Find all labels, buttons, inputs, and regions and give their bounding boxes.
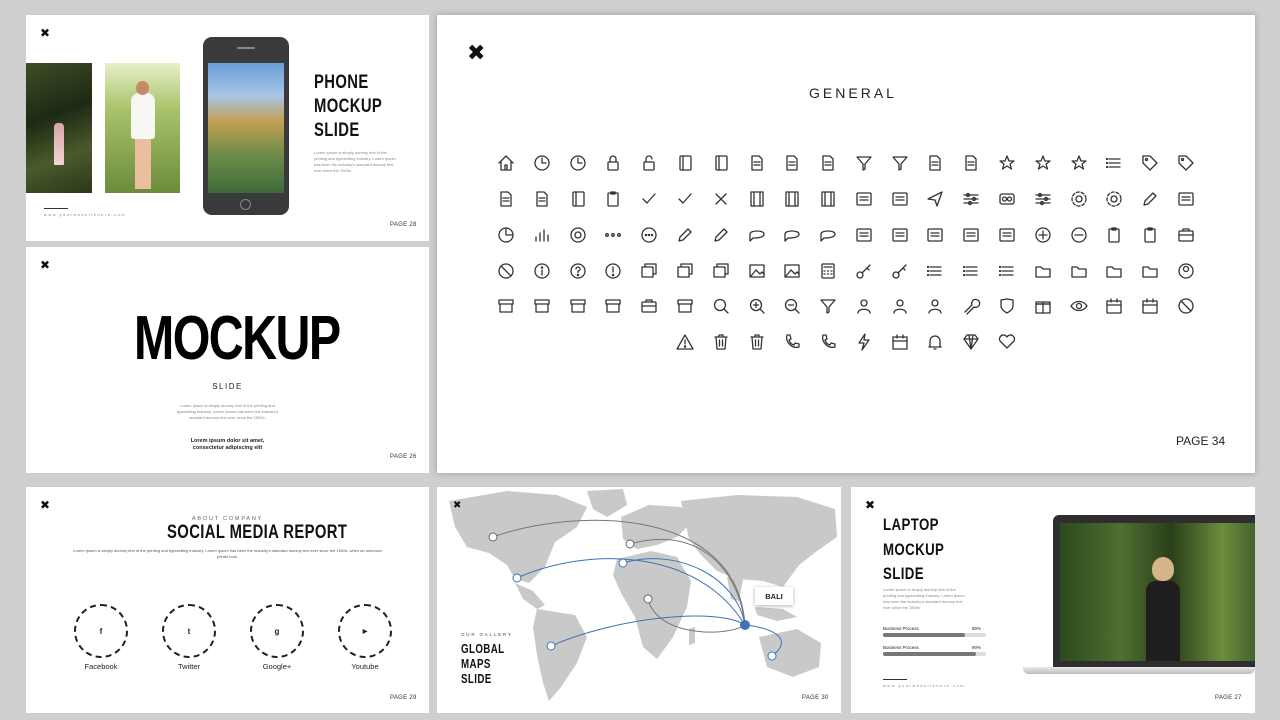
- laptop-screen-photo: [1060, 523, 1255, 661]
- phone-doc-icon[interactable]: [882, 187, 918, 211]
- music-notes-icon[interactable]: [918, 151, 954, 175]
- trash-icon[interactable]: [703, 330, 739, 354]
- mockup-body-text: Lorem Ipsum is simply dummy text of the printing and typesetting industry. Lorem Ipsum has been the industry's standard dummy text ever since the 1500s.: [176, 403, 279, 420]
- pie-chart-icon[interactable]: [488, 223, 524, 247]
- user-icon[interactable]: [846, 294, 882, 318]
- folders-icon[interactable]: [1061, 259, 1097, 283]
- youtube-label: Youtube: [351, 662, 379, 671]
- picture-icon[interactable]: [739, 259, 775, 283]
- clock-icon[interactable]: [524, 151, 560, 175]
- help-icon[interactable]: [560, 259, 596, 283]
- equalizer-icon[interactable]: [1025, 187, 1061, 211]
- pictures-icon[interactable]: [774, 259, 810, 283]
- page-number: PAGE 28: [390, 222, 417, 228]
- eye-icon[interactable]: [1061, 294, 1097, 318]
- news-columns-icon[interactable]: [882, 223, 918, 247]
- social-body-text: Lorem Ipsum is simply dummy text of the printing and typesetting industry. Lorem Ipsum has been the industry's standard dummy text ever since the 1500s, when an unknown printer took.: [73, 548, 382, 559]
- list-box-icon[interactable]: [1097, 151, 1133, 175]
- twitter-label: Twitter: [177, 662, 201, 671]
- google-plus-label: Google+: [262, 662, 292, 671]
- slide-mockup[interactable]: [26, 247, 429, 473]
- icon-row: [437, 223, 1255, 247]
- flash-icon[interactable]: [846, 330, 882, 354]
- list-icon[interactable]: [953, 259, 989, 283]
- lifebuoy-icon[interactable]: [560, 223, 596, 247]
- close-icon[interactable]: ✖: [40, 26, 51, 40]
- chat-dots-icon[interactable]: [774, 223, 810, 247]
- notepad-icon[interactable]: [560, 187, 596, 211]
- social-kicker: ABOUT COMPANY: [191, 516, 264, 522]
- slide-global-map[interactable]: [437, 487, 841, 713]
- calendar-icon[interactable]: [1132, 294, 1168, 318]
- slide-social-media[interactable]: [26, 487, 429, 713]
- mockup-bold-line-2: consectetur adipiscing elit: [192, 445, 263, 451]
- stack-icon[interactable]: [703, 259, 739, 283]
- group-icon[interactable]: [918, 294, 954, 318]
- progress-pct-1: 80%: [972, 626, 982, 631]
- close-icon[interactable]: [703, 187, 739, 211]
- icon-row: [437, 330, 1255, 354]
- slide-phone-mockup[interactable]: [26, 15, 429, 241]
- icon-row: [437, 151, 1255, 175]
- laptop-device: [1053, 515, 1255, 667]
- inbox-icon[interactable]: [1168, 187, 1204, 211]
- website-rule: [44, 208, 68, 209]
- icon-row: [437, 187, 1255, 211]
- box-in-icon[interactable]: [560, 294, 596, 318]
- bali-callout[interactable]: [755, 587, 793, 605]
- progress-label-2: Business Process: [883, 645, 919, 650]
- bin-box-icon[interactable]: [846, 187, 882, 211]
- phone-device: [203, 37, 289, 215]
- website-text: www.yourwebsitehere.com: [883, 683, 966, 688]
- more-circle-icon[interactable]: [631, 223, 667, 247]
- bank-icon[interactable]: [1168, 294, 1204, 318]
- laptop-title: LAPTOP MOCKUP SLIDE: [883, 515, 945, 583]
- gear-alt-icon[interactable]: [1097, 187, 1133, 211]
- clipboards-icon[interactable]: [1132, 223, 1168, 247]
- map-title: GLOBAL MAPS SLIDE: [461, 642, 505, 686]
- calculator-icon[interactable]: [810, 259, 846, 283]
- close-icon[interactable]: ✖: [40, 258, 51, 272]
- chats-icon[interactable]: [810, 223, 846, 247]
- social-title: SOCIAL MEDIA REPORT: [167, 522, 348, 543]
- progress-pct-2: 90%: [972, 645, 982, 650]
- date-icon[interactable]: [882, 330, 918, 354]
- bell-icon[interactable]: [918, 330, 954, 354]
- checkmark-icon[interactable]: [631, 187, 667, 211]
- more-dots-icon[interactable]: [595, 223, 631, 247]
- notebook-alt-icon[interactable]: [703, 151, 739, 175]
- facebook-label: Facebook: [84, 662, 118, 671]
- page-number: PAGE 30: [802, 695, 829, 701]
- page-number: PAGE 27: [1215, 695, 1242, 701]
- blank-page-icon[interactable]: [810, 151, 846, 175]
- google-plus-button[interactable]: [250, 604, 304, 658]
- laptop-base: [1023, 667, 1255, 674]
- archive-more-icon[interactable]: [524, 294, 560, 318]
- tags-icon[interactable]: [1168, 151, 1204, 175]
- bali-label: BALI: [765, 591, 783, 601]
- pencil-icon[interactable]: [703, 223, 739, 247]
- heart-icon[interactable]: [989, 330, 1025, 354]
- slide-laptop-mockup[interactable]: [851, 487, 1255, 713]
- woman-photo: [105, 63, 180, 193]
- search-icon[interactable]: [703, 294, 739, 318]
- calendar-31-icon[interactable]: [1097, 294, 1133, 318]
- filter-icon[interactable]: [882, 151, 918, 175]
- phone-icon[interactable]: [774, 330, 810, 354]
- briefcase-icon[interactable]: [631, 294, 667, 318]
- funnel-icon[interactable]: [810, 294, 846, 318]
- gear-icon[interactable]: [1061, 187, 1097, 211]
- send-icon[interactable]: [918, 187, 954, 211]
- progress-bar-2: [883, 652, 986, 656]
- stars-icon[interactable]: [1025, 151, 1061, 175]
- info-icon[interactable]: [524, 259, 560, 283]
- edit-icon[interactable]: [667, 223, 703, 247]
- alert-icon[interactable]: [595, 259, 631, 283]
- page-number: PAGE 34: [1176, 434, 1226, 448]
- icon-row: [437, 259, 1255, 283]
- keys-icon[interactable]: [882, 259, 918, 283]
- tag-icon[interactable]: [1132, 151, 1168, 175]
- news-box-icon[interactable]: [918, 223, 954, 247]
- chat-icon[interactable]: [739, 223, 775, 247]
- lock-icon[interactable]: [595, 151, 631, 175]
- toolbox-icon[interactable]: [1168, 223, 1204, 247]
- map-kicker: OUR GALLERY: [461, 632, 513, 637]
- phone-screen-photo: [208, 63, 284, 193]
- toggle-icon[interactable]: [989, 187, 1025, 211]
- twitter-button[interactable]: [162, 604, 216, 658]
- trash-alt-icon[interactable]: [739, 330, 775, 354]
- wrench-icon[interactable]: [953, 294, 989, 318]
- progress-bar-1: [883, 633, 986, 637]
- website-text: www.yourwebsitehere.com: [44, 212, 127, 217]
- document-icon[interactable]: [739, 151, 775, 175]
- box-out-icon[interactable]: [595, 294, 631, 318]
- key-icon[interactable]: [846, 259, 882, 283]
- icon-row: [437, 294, 1255, 318]
- progress-fill-2: [883, 652, 976, 656]
- clipboard-icon[interactable]: [595, 187, 631, 211]
- windows-icon[interactable]: [631, 259, 667, 283]
- menu-icon[interactable]: [918, 259, 954, 283]
- unlock-icon[interactable]: [631, 151, 667, 175]
- news-stack-icon[interactable]: [989, 223, 1025, 247]
- mockup-word: MOCKUP: [134, 304, 340, 373]
- facebook-button[interactable]: [74, 604, 128, 658]
- filter-add-icon[interactable]: [846, 151, 882, 175]
- zoom-in-icon[interactable]: [739, 294, 775, 318]
- ban-icon[interactable]: [488, 259, 524, 283]
- facebook-icon: f: [99, 626, 103, 636]
- phone-title: PHONE MOCKUP SLIDE: [314, 72, 383, 141]
- page-number: PAGE 29: [390, 695, 417, 701]
- film-icon[interactable]: [739, 187, 775, 211]
- social-title-wrap: [167, 522, 348, 544]
- image-edit-icon[interactable]: [1132, 187, 1168, 211]
- laptop-body-text: Lorem Ipsum is simply dummy text of the printing and typesetting industry. Lorem Ipsum has been the industry's standard dummy text ever since the 1500s.: [883, 587, 965, 610]
- star-circle-icon[interactable]: [1061, 151, 1097, 175]
- badge-icon[interactable]: [989, 294, 1025, 318]
- archive-icon[interactable]: [488, 294, 524, 318]
- note-icon[interactable]: [524, 187, 560, 211]
- youtube-button[interactable]: [338, 604, 392, 658]
- id-card-icon[interactable]: [953, 223, 989, 247]
- phone-body-text: Lorem Ipsum is simply dummy text of the printing and typesetting industry. Lorem Ipsum has been the industry's standard dummy text ever since the 1500s.: [314, 150, 396, 173]
- website-rule: [883, 679, 907, 680]
- star-icon[interactable]: [989, 151, 1025, 175]
- close-icon[interactable]: ✖: [865, 498, 876, 512]
- mockup-bold-line-1: Lorem ipsum dolor sit amet,: [190, 438, 265, 444]
- progress-label-1: Business Process: [883, 626, 919, 631]
- slide-general-icons[interactable]: [437, 15, 1255, 473]
- progress-fill-1: [883, 633, 965, 637]
- bar-chart-icon[interactable]: [524, 223, 560, 247]
- check-circle-icon[interactable]: [667, 187, 703, 211]
- phone-call-icon[interactable]: [810, 330, 846, 354]
- sliders-icon[interactable]: [953, 187, 989, 211]
- home-icon[interactable]: [488, 151, 524, 175]
- windows-alt-icon[interactable]: [667, 259, 703, 283]
- user-circle-icon[interactable]: [1168, 259, 1204, 283]
- minus-circle-icon[interactable]: [1061, 223, 1097, 247]
- google-plus-icon: g: [274, 626, 280, 636]
- clipboard-blank-icon[interactable]: [1097, 223, 1133, 247]
- music-note-icon[interactable]: [953, 151, 989, 175]
- cart-box-icon[interactable]: [667, 294, 703, 318]
- newspaper-icon[interactable]: [846, 223, 882, 247]
- documents-icon[interactable]: [774, 151, 810, 175]
- list-alt-icon[interactable]: [989, 259, 1025, 283]
- copy-icon[interactable]: [488, 187, 524, 211]
- diamond-icon[interactable]: [953, 330, 989, 354]
- plus-circle-icon[interactable]: [1025, 223, 1061, 247]
- clock-alt-icon[interactable]: [560, 151, 596, 175]
- page-number: PAGE 26: [390, 454, 417, 460]
- notebook-icon[interactable]: [667, 151, 703, 175]
- video-file-icon[interactable]: [810, 187, 846, 211]
- folder-icon[interactable]: [1025, 259, 1061, 283]
- users-icon[interactable]: [882, 294, 918, 318]
- twitter-icon: t: [187, 626, 191, 636]
- general-title: GENERAL: [809, 85, 897, 101]
- mockup-subtitle: SLIDE: [212, 382, 243, 391]
- film-stack-icon[interactable]: [774, 187, 810, 211]
- close-icon[interactable]: ✖: [467, 41, 486, 66]
- youtube-icon: ▶: [362, 628, 368, 635]
- close-icon[interactable]: ✖: [40, 498, 51, 512]
- folder-search-icon[interactable]: [1132, 259, 1168, 283]
- gift-icon[interactable]: [1025, 294, 1061, 318]
- forest-photo: [26, 63, 92, 193]
- close-icon[interactable]: ✖: [453, 500, 462, 511]
- warning-icon[interactable]: [667, 330, 703, 354]
- folder-more-icon[interactable]: [1097, 259, 1133, 283]
- zoom-out-icon[interactable]: [774, 294, 810, 318]
